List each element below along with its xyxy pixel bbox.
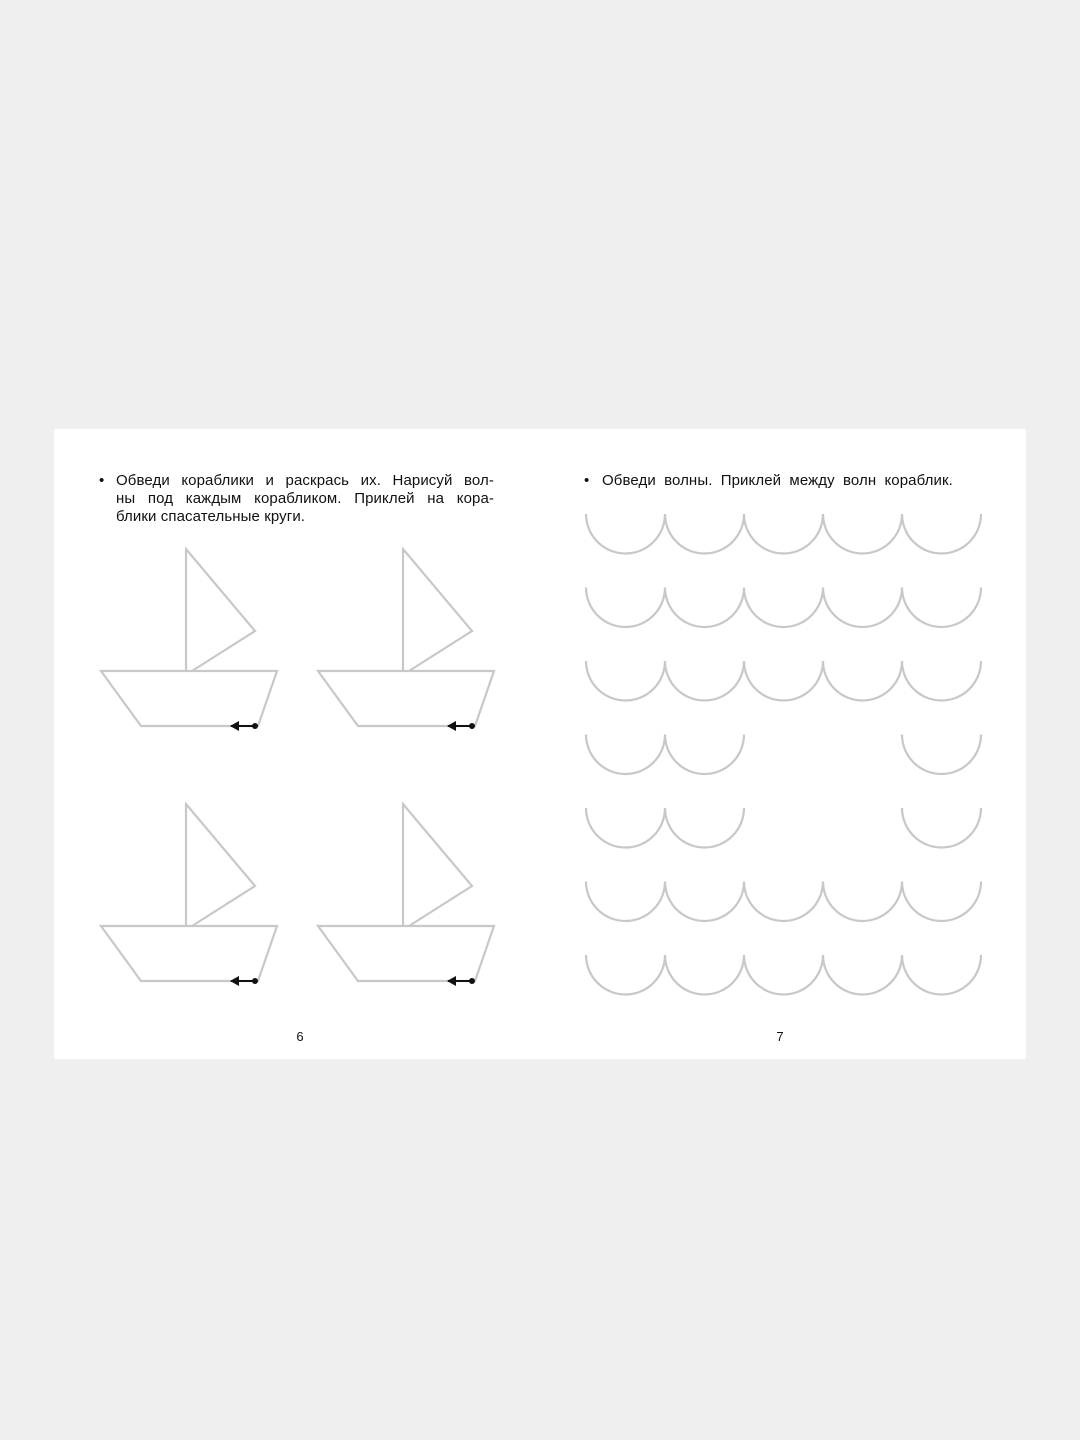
instruction-text: Обведи волны. Приклей между волн кораблик.: [602, 472, 953, 489]
wave-arc: [823, 661, 902, 701]
wave-arc: [665, 882, 744, 922]
wave-arc: [586, 808, 665, 848]
wave-arc: [902, 735, 981, 775]
sail-outline: [403, 549, 472, 671]
wave-arc: [744, 661, 823, 701]
wave-arc: [744, 955, 823, 995]
bullet-point: •: [99, 472, 105, 489]
wave-arc: [902, 514, 981, 554]
wave-arc: [665, 588, 744, 628]
wave-arc: [823, 955, 902, 995]
start-arrow-icon: [230, 721, 258, 731]
sail-outline: [186, 804, 255, 926]
wave-arc: [586, 955, 665, 995]
wave-arc: [586, 882, 665, 922]
hull-outline: [318, 926, 494, 981]
instruction-line-3: блики спасательные круги.: [116, 508, 306, 525]
wave-arc: [665, 808, 744, 848]
wave-arc: [823, 882, 902, 922]
wave-arc: [665, 955, 744, 995]
hull-outline: [101, 926, 277, 981]
boat-tracing-4: [316, 802, 496, 987]
start-arrow-icon: [230, 976, 258, 986]
boat-tracing-2: [316, 547, 496, 732]
sail-outline: [403, 804, 472, 926]
page-number-left: 6: [296, 1029, 304, 1044]
wave-arc: [902, 882, 981, 922]
bullet-point: •: [584, 472, 590, 489]
wave-arc: [902, 661, 981, 701]
start-arrow-icon: [447, 976, 475, 986]
instruction-line-1: Обведи кораблики и раскрась их. Нарисуй вол-: [116, 472, 494, 489]
start-arrow-icon: [447, 721, 475, 731]
wave-arc: [665, 514, 744, 554]
wave-arc: [823, 514, 902, 554]
wave-arc: [902, 955, 981, 995]
hull-outline: [318, 671, 494, 726]
hull-outline: [101, 671, 277, 726]
wave-arc: [744, 514, 823, 554]
boat-tracing-3: [99, 802, 279, 987]
waves-tracing: [584, 512, 984, 1002]
book-spread: [54, 429, 1026, 1059]
wave-arc: [665, 661, 744, 701]
wave-arc: [902, 808, 981, 848]
wave-arc: [744, 882, 823, 922]
instruction-line-2: ны под каждым корабликом. Приклей на кора-: [116, 490, 494, 507]
wave-arc: [586, 588, 665, 628]
wave-arc: [586, 661, 665, 701]
wave-arc: [586, 735, 665, 775]
wave-arc: [744, 588, 823, 628]
wave-arc: [586, 514, 665, 554]
sail-outline: [186, 549, 255, 671]
wave-arc: [665, 735, 744, 775]
wave-arc: [823, 588, 902, 628]
page-number-right: 7: [776, 1029, 784, 1044]
boat-tracing-1: [99, 547, 279, 732]
wave-arc: [902, 588, 981, 628]
